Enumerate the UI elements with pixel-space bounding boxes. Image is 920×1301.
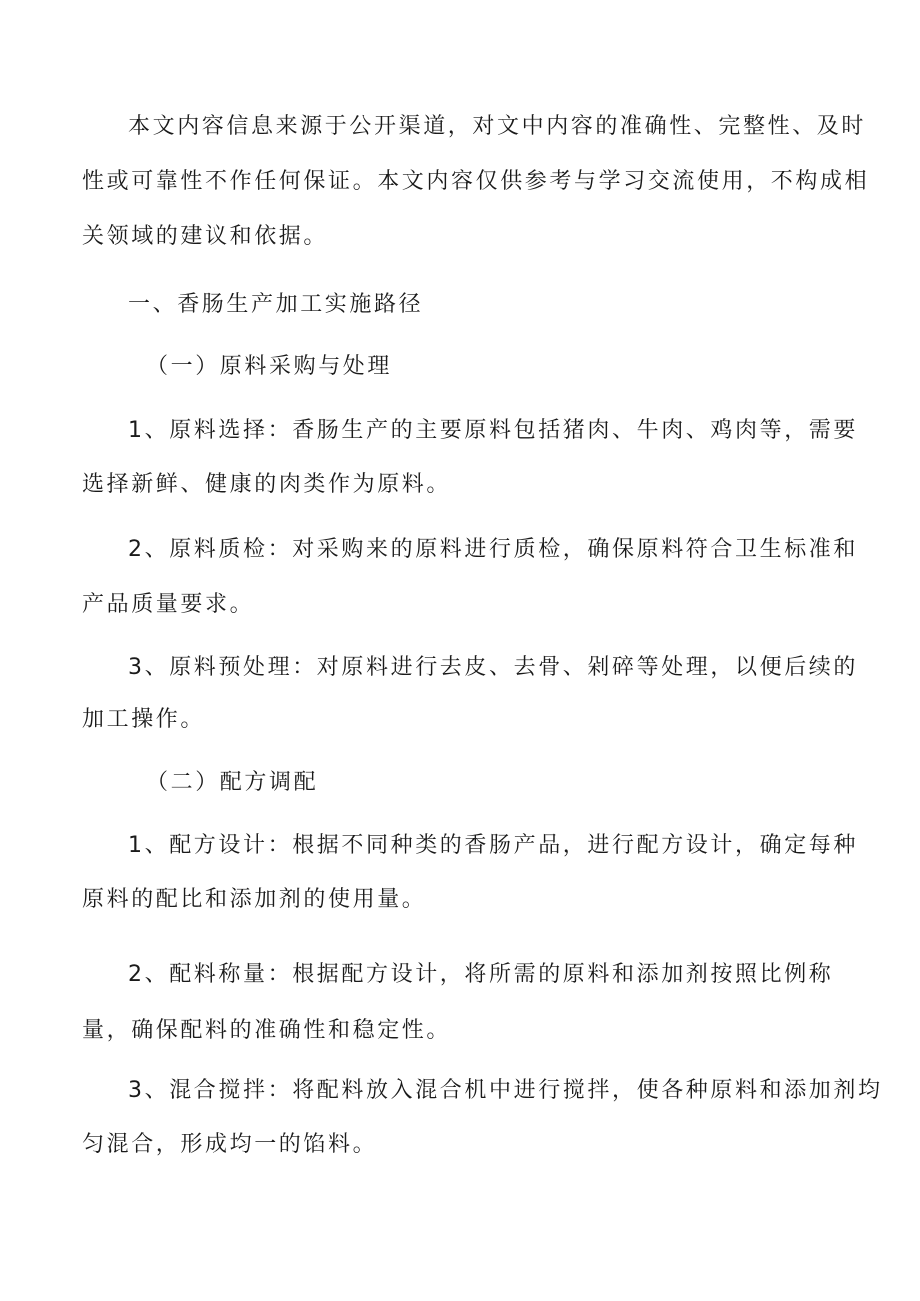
subsection-heading-1: （一）原料采购与处理 [146,354,393,379]
item-1-2-line-1: 2、原料质检：对采购来的原料进行质检，确保原料符合卫生标准和 [128,537,858,562]
subsection-heading-2: （二）配方调配 [146,770,319,795]
item-1-3-line-1: 3、原料预处理：对原料进行去皮、去骨、剁碎等处理，以便后续的 [128,655,858,680]
item-1-1-line-2: 选择新鲜、健康的肉类作为原料。 [82,472,452,497]
item-1-1-line-1: 1、原料选择：香肠生产的主要原料包括猪肉、牛肉、鸡肉等，需要 [128,418,858,443]
item-2-3-line-2: 匀混合，形成均一的馅料。 [82,1132,378,1157]
disclaimer-line-2: 性或可靠性不作任何保证。本文内容仅供参考与学习交流使用，不构成相 [82,169,870,194]
item-2-2-line-2: 量，确保配料的准确性和稳定性。 [82,1018,452,1043]
item-1-3-line-2: 加工操作。 [82,707,206,732]
disclaimer-line-1: 本文内容信息来源于公开渠道，对文中内容的准确性、完整性、及时 [128,114,867,139]
item-2-2-line-1: 2、配料称量：根据配方设计，将所需的原料和添加剂按照比例称 [128,962,834,987]
item-2-3-line-1: 3、混合搅拌：将配料放入混合机中进行搅拌，使各种原料和添加剂均 [128,1078,883,1103]
section-heading: 一、香肠生产加工实施路径 [128,292,424,317]
item-2-1-line-1: 1、配方设计：根据不同种类的香肠产品，进行配方设计，确定每种 [128,833,858,858]
item-1-2-line-2: 产品质量要求。 [82,592,255,617]
disclaimer-line-3: 关领域的建议和依据。 [82,224,329,249]
item-2-1-line-2: 原料的配比和添加剂的使用量。 [82,887,427,912]
